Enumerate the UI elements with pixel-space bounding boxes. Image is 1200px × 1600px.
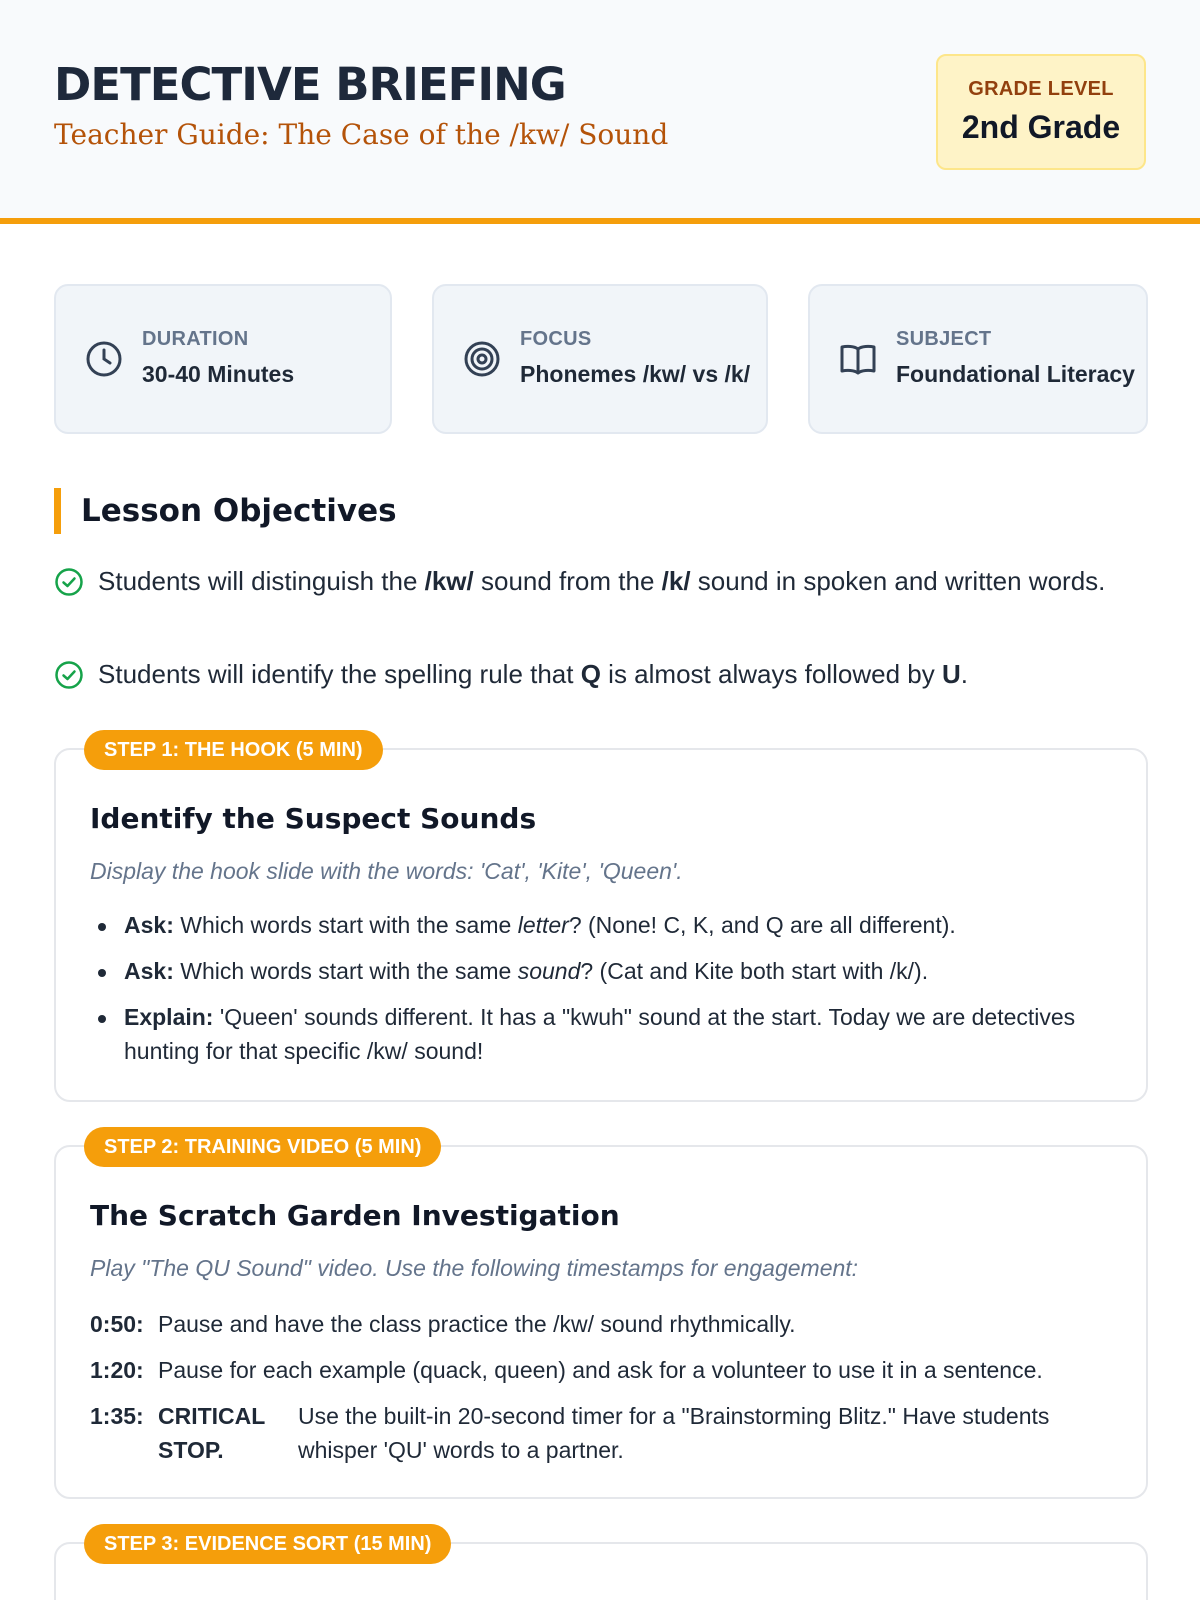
step-card-hook — [54, 739, 1148, 1102]
info-card-duration — [54, 284, 392, 434]
step-intro: Display the hook slide with the words: 'Cat', 'Kite', 'Queen'. — [90, 858, 683, 884]
timestamp-row — [90, 1307, 796, 1341]
page-subtitle: Teacher Guide: The Case of the /kw/ Sound — [54, 118, 669, 151]
grade-level-value: 2nd Grade — [961, 109, 1121, 145]
grade-level-badge — [936, 54, 1146, 170]
timestamp-text: Use the built-in 20-second timer for a "Brainstorming Blitz." Have students whisper 'QU' words to a partner. — [298, 1403, 1050, 1463]
timestamp-text: Pause and have the class practice the /kw/ sound rhythmically. — [158, 1311, 796, 1337]
info-value: Phonemes /kw/ vs /k/ — [520, 360, 751, 387]
objective-item — [54, 561, 1154, 602]
step-badge: STEP 3: EVIDENCE SORT (15 MIN) — [84, 1524, 451, 1564]
timestamp-time: 1:20: — [90, 1357, 144, 1383]
list-item: Ask: Which words start with the same sound? (Cat and Kite both start with /k/). — [90, 954, 1120, 988]
step-card-video — [54, 1136, 1148, 1499]
info-value: Foundational Literacy — [896, 360, 1135, 387]
section-heading-objectives: Lesson Objectives — [54, 488, 397, 534]
step-card-evidence-sort — [54, 1533, 1148, 1600]
timestamp-time: 1:35: — [90, 1403, 144, 1429]
step-bullet-list — [90, 908, 1120, 1080]
list-item: Explain: 'Queen' sounds different. It has a "kwuh" sound at the start. Today we are detectives hunting for that specific /kw/ sound! — [90, 1000, 1120, 1068]
step-badge: STEP 2: TRAINING VIDEO (5 MIN) — [84, 1127, 441, 1167]
page-title: DETECTIVE BRIEFING — [54, 58, 566, 111]
target-icon — [462, 339, 502, 379]
info-label: FOCUS — [520, 327, 592, 350]
info-label: DURATION — [142, 327, 249, 350]
timestamp-text: Pause for each example (quack, queen) and ask for a volunteer to use it in a sentence. — [158, 1357, 1043, 1383]
objective-text: Students will identify the spelling rule that Q is almost always followed by U. — [98, 659, 968, 689]
check-circle-icon — [54, 567, 84, 597]
info-value: 30-40 Minutes — [142, 360, 295, 387]
objective-text: Students will distinguish the /kw/ sound from the /k/ sound in spoken and written words. — [98, 566, 1106, 596]
timestamp-row — [90, 1399, 1100, 1467]
timestamp-row — [90, 1353, 1043, 1387]
step-title: Identify the Suspect Sounds — [90, 802, 537, 835]
grade-level-label: GRADE LEVEL — [968, 78, 1114, 100]
info-card-focus — [432, 284, 768, 434]
list-item: Ask: Which words start with the same letter? (None! C, K, and Q are all different). — [90, 908, 1120, 942]
check-circle-icon — [54, 660, 84, 690]
objective-item — [54, 654, 1154, 695]
step-intro: Play "The QU Sound" video. Use the following timestamps for engagement: — [90, 1255, 859, 1281]
page-header — [0, 0, 1200, 224]
step-title: The Scratch Garden Investigation — [90, 1199, 620, 1232]
step-badge: STEP 1: THE HOOK (5 MIN) — [84, 730, 383, 770]
book-icon — [838, 339, 878, 379]
clock-icon — [84, 339, 124, 379]
timestamp-time: 0:50: — [90, 1311, 144, 1337]
info-card-subject — [808, 284, 1148, 434]
info-label: SUBJECT — [896, 327, 992, 350]
critical-stop-label: CRITICAL STOP. — [158, 1403, 265, 1463]
